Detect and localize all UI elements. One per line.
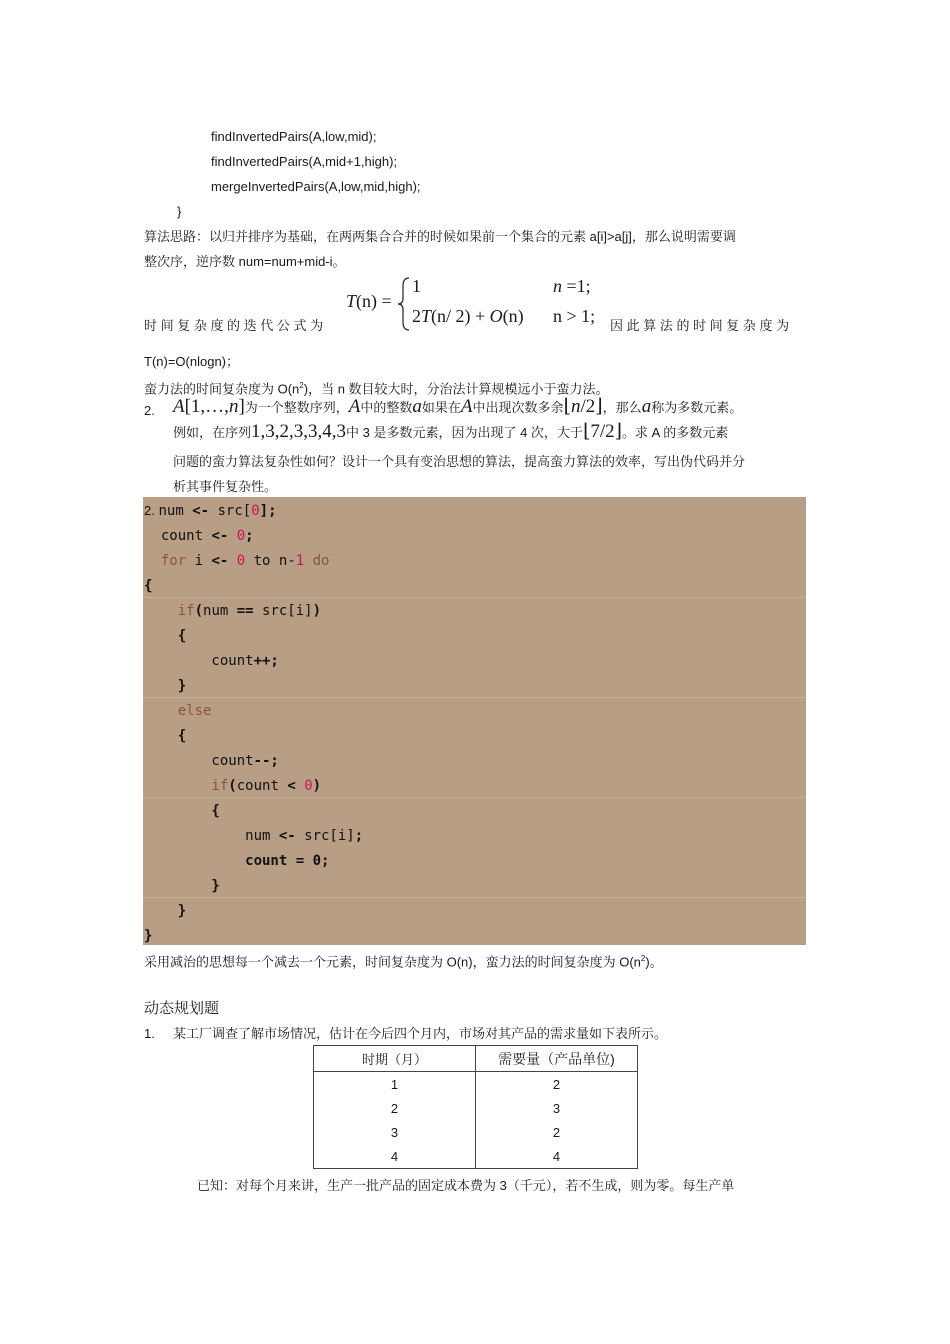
problem2-line2: 例如，在序列1,3,2,3,3,4,3中 3 是多数元素，因为出现了 4 次，大于⌊7/2⌋。求 A 的多数元素 <box>173 421 729 442</box>
code-line-4: { <box>144 578 153 594</box>
code-row-separator <box>143 597 806 598</box>
algorithm-idea-line2: 整次序，逆序数 num=num+mid-i。 <box>144 254 346 269</box>
code-line-15: count = 0; <box>144 853 330 869</box>
demand-table <box>313 1045 638 1169</box>
code-line-5: if(num == src[i]) <box>144 603 322 619</box>
code-line-7: count++; <box>144 653 279 669</box>
table-row <box>314 1072 638 1097</box>
table-row <box>314 1096 638 1120</box>
recurrence-case2-value: 2T(n/ 2) + O(n) <box>412 306 524 326</box>
section-title: 动态规划题 <box>144 1000 220 1017</box>
code-row-separator <box>143 897 806 898</box>
code-closing-brace: } <box>177 204 182 219</box>
code-row-separator <box>143 697 806 698</box>
code-line-13: { <box>144 803 220 819</box>
table-cell: 1 <box>314 1072 476 1097</box>
recurrence-suffix: 因 此 算 法 的 时 间 复 杂 度 为 <box>610 318 790 333</box>
code-line-2: count <- 0; <box>144 528 254 544</box>
code-line-12: if(count < 0) <box>144 778 322 794</box>
cost-description-line: 已知：对每个月来讲，生产一批产品的固定成本费为 3（千元），若不生成，则为零。每生产单 <box>197 1178 735 1193</box>
table-header-period: 时期（月） <box>314 1046 476 1072</box>
code-line-11: count--; <box>144 753 279 769</box>
decrease-conquer-summary: 采用减治的思想每一个减去一个元素，时间复杂度为 O(n)，蛮力法的时间复杂度为 $O(n^2)$。 <box>144 954 663 970</box>
table-row <box>314 1144 638 1169</box>
table-cell: 4 <box>476 1144 638 1169</box>
table-cell: 2 <box>314 1096 476 1120</box>
problem2-line3: 问题的蛮力算法复杂性如何？设计一个具有变治思想的算法，提高蛮力算法的效率，写出伪代码并分 <box>173 454 746 469</box>
code-line-18: } <box>144 928 153 944</box>
problem2-line4: 析其事件复杂性。 <box>173 479 278 494</box>
code-line-17: } <box>144 903 187 919</box>
code-line-6: { <box>144 628 187 644</box>
code-line-1: 2. num <- src[0]; <box>144 503 277 519</box>
table-header-row <box>314 1046 638 1072</box>
table-cell: 2 <box>476 1120 638 1144</box>
code-line-14: num <- src[i]; <box>144 828 364 844</box>
dp-problem-text: 某工厂调查了解市场情况，估计在今后四个月内，市场对其产品的需求量如下表所示。 <box>173 1026 668 1041</box>
left-brace-symbol <box>397 276 411 332</box>
table-header-demand: 需要量（产品单位) <box>476 1046 638 1072</box>
table-cell: 4 <box>314 1144 476 1169</box>
recurrence-lhs: T(n) = <box>346 291 392 311</box>
complexity-result: T(n)=O(nlogn)； <box>144 354 239 369</box>
code-line-10: { <box>144 728 187 744</box>
dp-problem-number: 1. <box>144 1026 155 1041</box>
algorithm-idea-line1: 算法思路：以归并排序为基础，在两两集合合并的时候如果前一个集合的元素 a[i]>a[j]，那么说明需要调 <box>144 229 736 244</box>
table-cell: 3 <box>476 1096 638 1120</box>
recurrence-case1-value: 1 <box>412 276 421 296</box>
table-cell: 3 <box>314 1120 476 1144</box>
table-row <box>314 1120 638 1144</box>
problem2-number: 2. <box>144 403 155 418</box>
code-row-separator <box>143 797 806 798</box>
code-line-3: for i <- 0 to n-1 do <box>144 553 330 569</box>
brute-force-comparison: 蛮力法的时间复杂度为 $O(n^2)$，当 n 数目较大时，分治法计算规模远小于蛮力法。 <box>144 381 609 397</box>
code-line-9: else <box>144 703 212 719</box>
recurrence-prefix: 时 间 复 杂 度 的 迭 代 公 式 为 <box>144 318 324 333</box>
recurrence-case1-condition: n =1; <box>553 276 591 296</box>
code-line-find-left: findInvertedPairs(A,low,mid); <box>211 129 377 144</box>
code-line-merge: mergeInvertedPairs(A,low,mid,high); <box>211 179 421 194</box>
code-line-8: } <box>144 678 187 694</box>
code-line-find-right: findInvertedPairs(A,mid+1,high); <box>211 154 398 169</box>
code-line-16: } <box>144 878 220 894</box>
table-cell: 2 <box>476 1072 638 1097</box>
recurrence-case2-condition: n > 1; <box>553 306 596 326</box>
problem2-line1: A[1,…,n]为一个整数序列，A中的整数a如果在A中出现次数多余⌊n/2⌋，那么a称为多数元素。 <box>173 396 743 417</box>
